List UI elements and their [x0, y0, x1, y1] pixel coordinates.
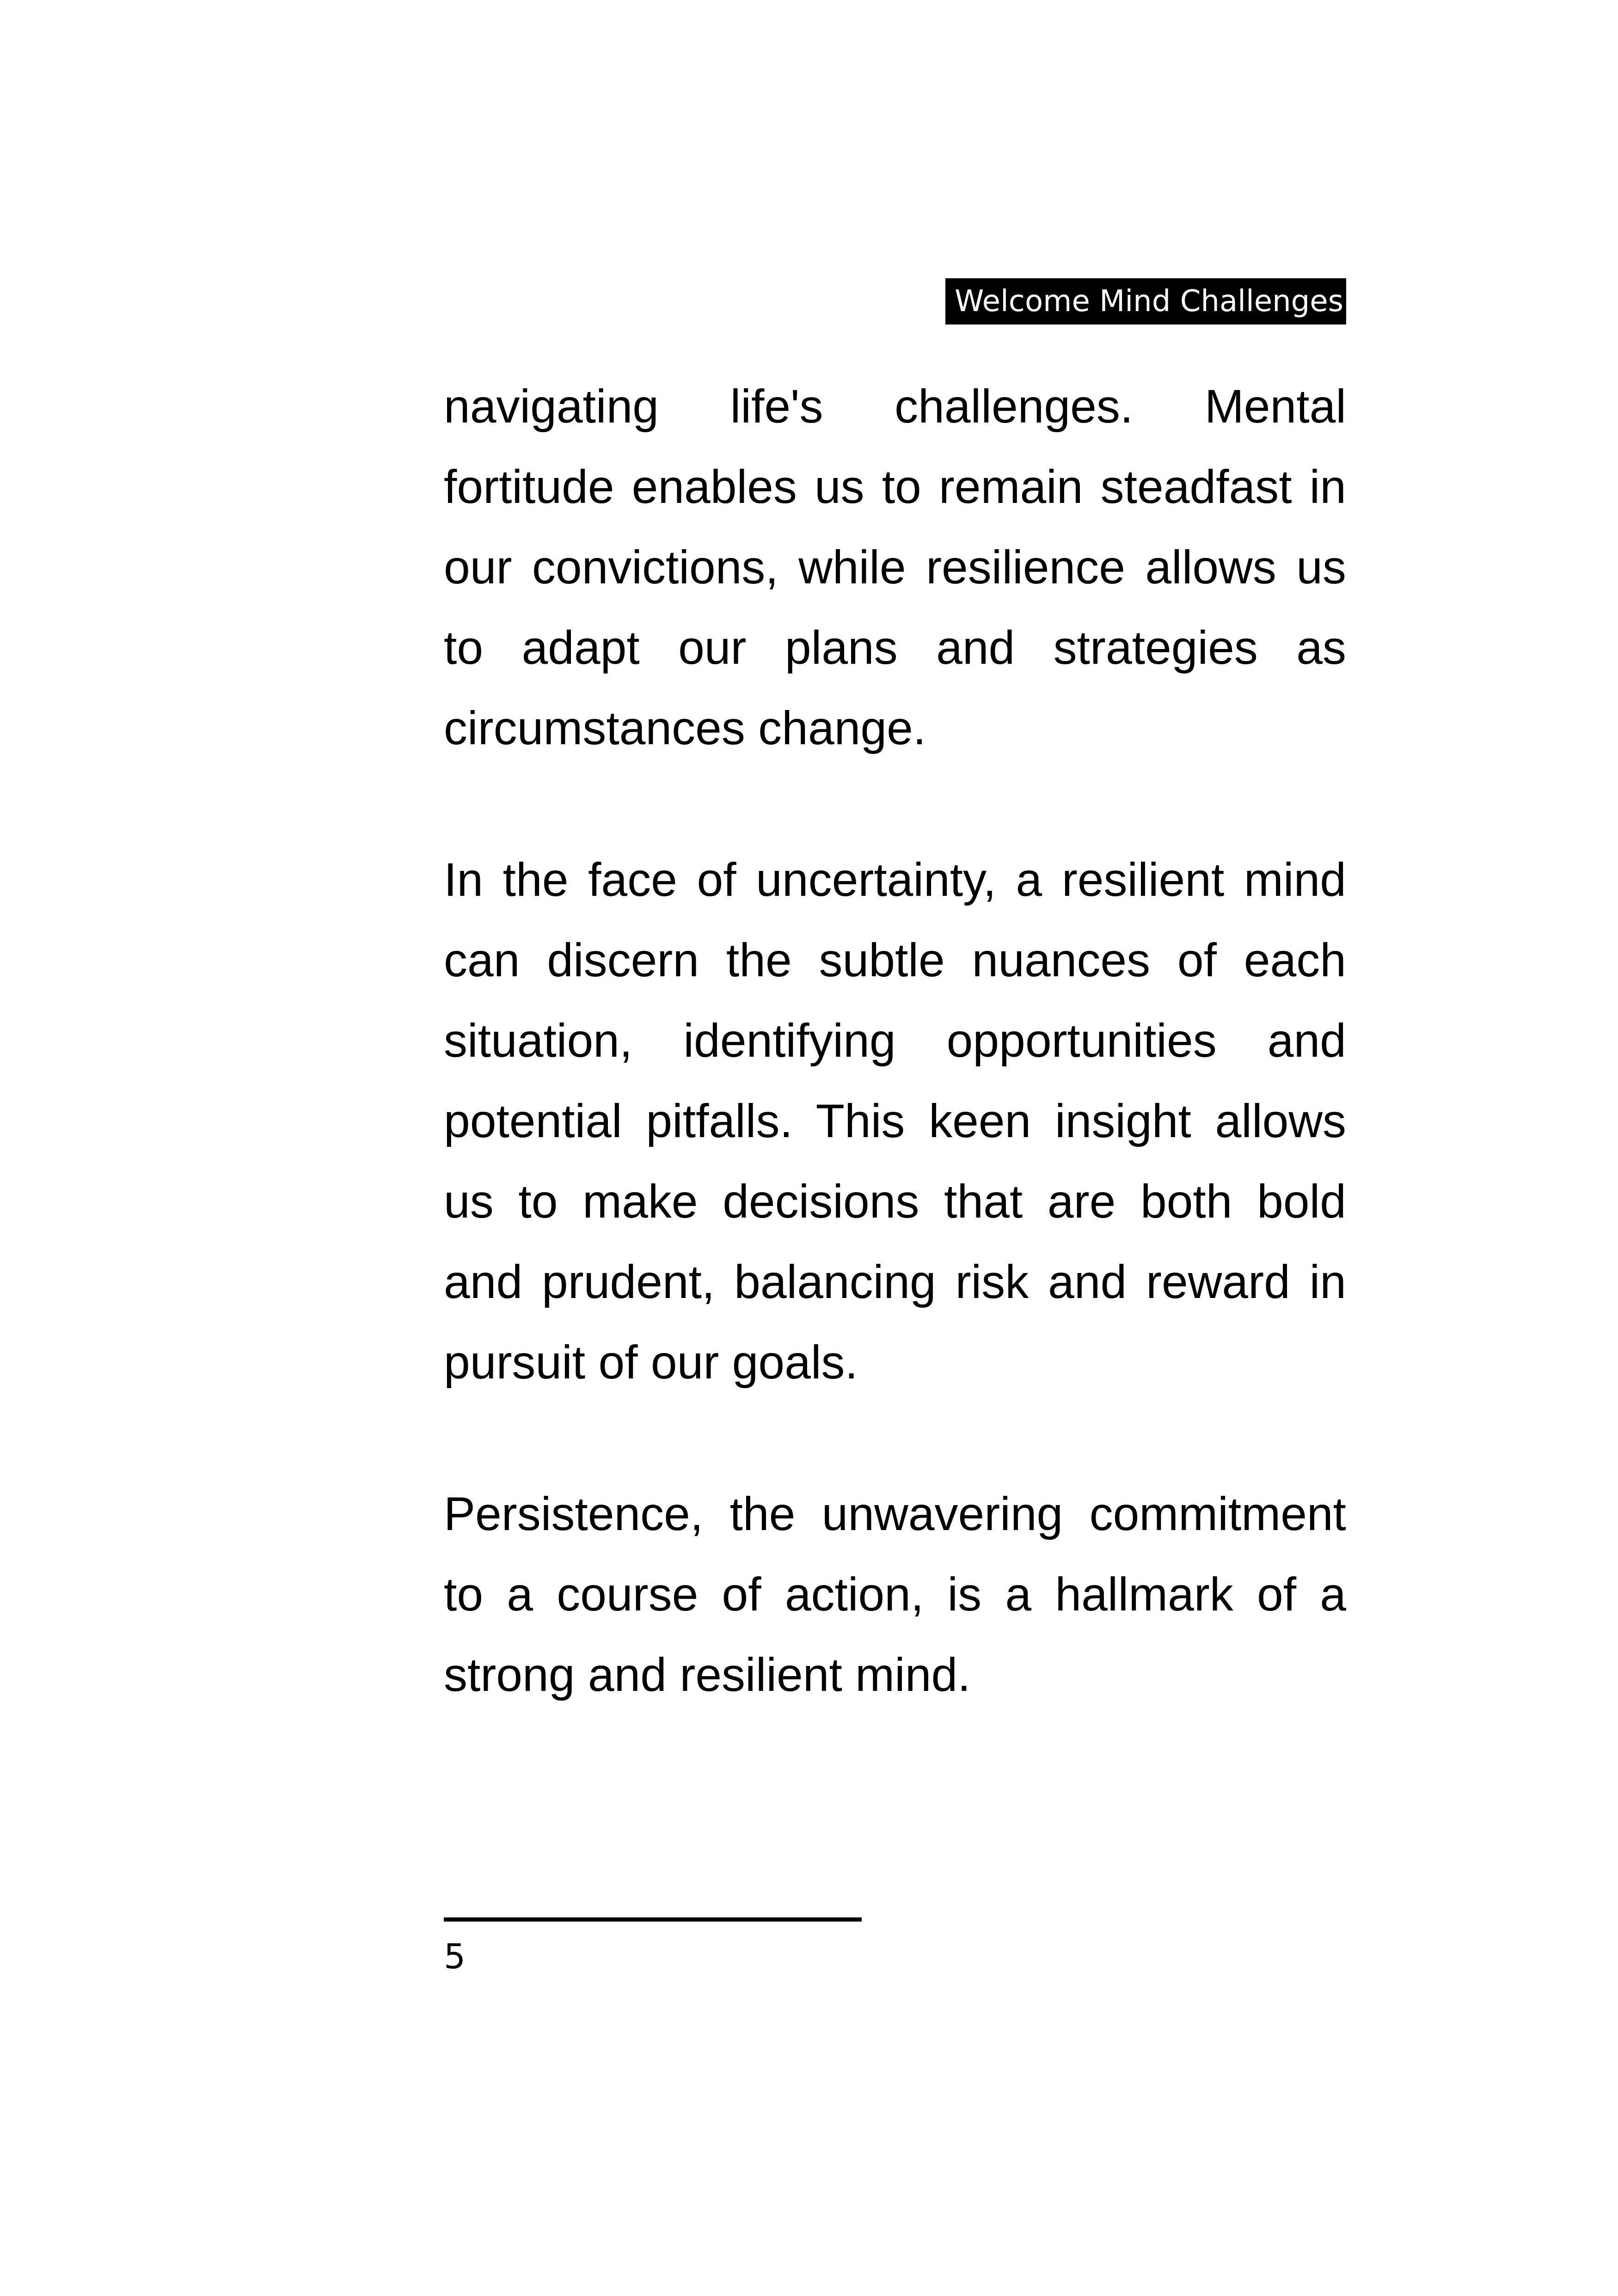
paragraph-2: In the face of uncertainty, a resilient mind can discern the subtle nuances of each situation, identifying opportunities and potential pitfalls. This keen insight allows us to make decisions that are both bold and prudent, balancing risk and reward in pursuit of our goals.: [444, 853, 1346, 1389]
running-header: Welcome Mind Challenges: [945, 278, 1346, 325]
paragraph-1: navigating life's challenges. Mental fortitude enables us to remain steadfast in our convictions, while resilience allows us to adapt our plans and strategies as circumstances change.: [444, 380, 1346, 754]
paragraph-3: Persistence, the unwavering commitment to a course of action, is a hallmark of a strong and resilient mind.: [444, 1488, 1346, 1701]
body-text: [444, 366, 1346, 1715]
footnote-divider: [444, 1917, 862, 1922]
page-number: 5: [444, 1937, 466, 1977]
